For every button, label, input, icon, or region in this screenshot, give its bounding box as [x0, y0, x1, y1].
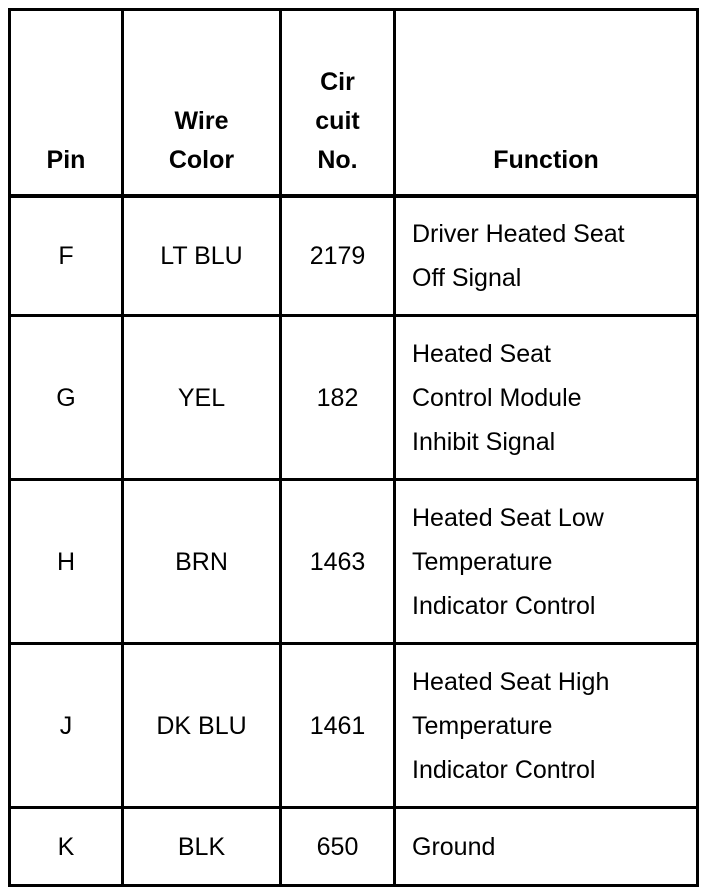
pin-cell: G: [10, 316, 123, 480]
function-line: Heated Seat Low: [412, 503, 604, 532]
connector-pinout-table: [8, 8, 699, 887]
header-function: [395, 10, 698, 196]
wire-color-cell: DK BLU: [123, 644, 281, 808]
function-line: Off Signal: [412, 263, 522, 292]
header-pin-line: Pin: [46, 145, 86, 174]
function-cell: [395, 316, 698, 480]
pin-cell: K: [10, 808, 123, 886]
header-pin: [10, 10, 123, 196]
header-wire-color: [123, 10, 281, 196]
header-wire-color-line: Wire: [174, 106, 229, 135]
function-line: Driver Heated Seat: [412, 219, 625, 248]
circuit-cell: 650: [281, 808, 395, 886]
header-circuit-no-line: No.: [317, 145, 358, 174]
circuit-cell: 2179: [281, 196, 395, 316]
header-function-line: Function: [493, 145, 599, 174]
table-row: [10, 316, 698, 480]
pin-cell: F: [10, 196, 123, 316]
wire-color-cell: YEL: [123, 316, 281, 480]
circuit-cell: 182: [281, 316, 395, 480]
function-cell: [395, 196, 698, 316]
wire-color-cell: BRN: [123, 480, 281, 644]
circuit-cell: 1463: [281, 480, 395, 644]
header-circuit-no-line: cuit: [315, 106, 360, 135]
circuit-cell: 1461: [281, 644, 395, 808]
function-cell: [395, 480, 698, 644]
header-circuit-no: [281, 10, 395, 196]
table-row: [10, 808, 698, 886]
table-row: [10, 196, 698, 316]
function-cell: [395, 808, 698, 886]
function-line: Heated Seat High: [412, 667, 610, 696]
pin-cell: J: [10, 644, 123, 808]
header-wire-color-line: Color: [168, 145, 235, 174]
wire-color-cell: BLK: [123, 808, 281, 886]
function-line: Indicator Control: [412, 591, 596, 620]
function-line: Inhibit Signal: [412, 427, 556, 456]
header-row: [10, 10, 698, 196]
function-line: Control Module: [412, 383, 582, 412]
pin-cell: H: [10, 480, 123, 644]
header-circuit-no-line: Cir: [320, 67, 355, 96]
function-line: Indicator Control: [412, 755, 596, 784]
function-line: Heated Seat: [412, 339, 551, 368]
table-row: [10, 644, 698, 808]
table-row: [10, 480, 698, 644]
wire-color-cell: LT BLU: [123, 196, 281, 316]
function-line: Temperature: [412, 711, 553, 740]
function-line: Ground: [412, 832, 496, 861]
function-line: Temperature: [412, 547, 553, 576]
function-cell: [395, 644, 698, 808]
